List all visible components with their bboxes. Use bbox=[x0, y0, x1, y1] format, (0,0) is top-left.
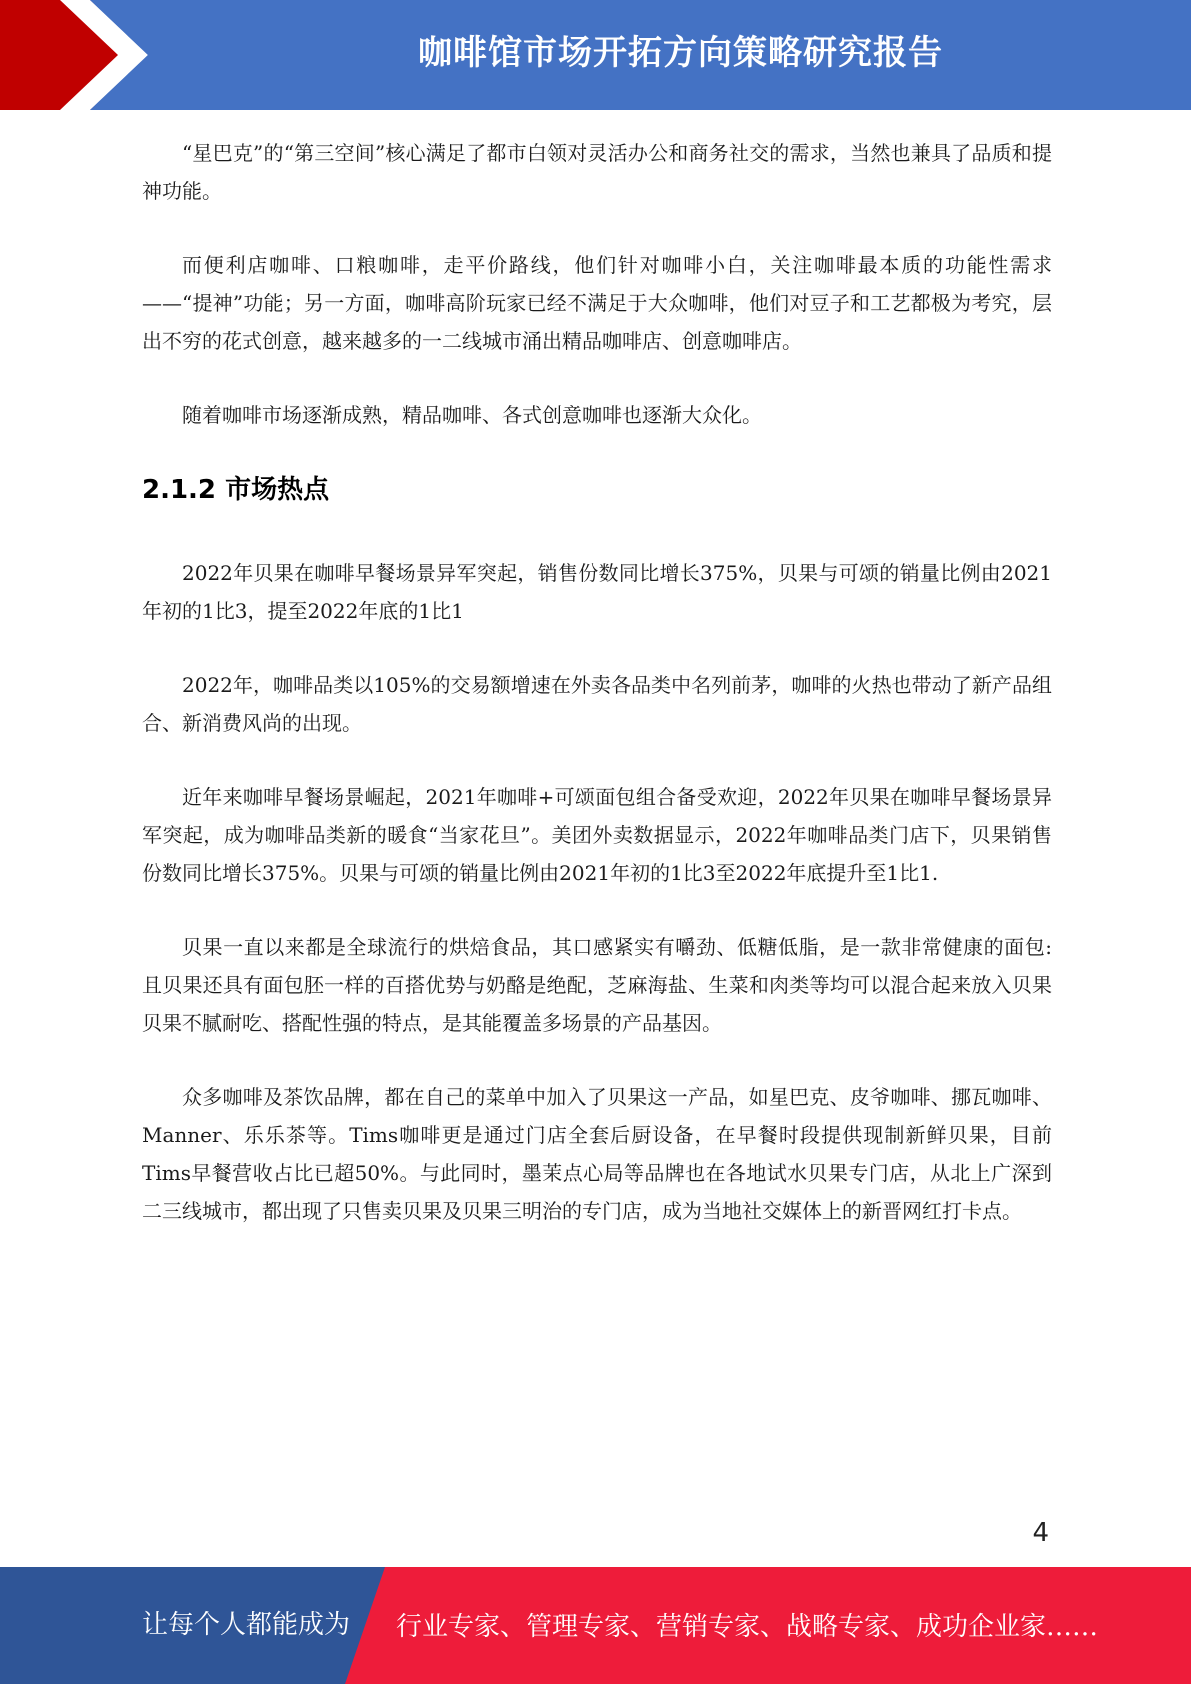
paragraph: 2022年，咖啡品类以105%的交易额增速在外卖各品类中名列前茅，咖啡的火热也带动了新产品组合、新消费风尚的出现。 bbox=[142, 673, 1052, 735]
page-header bbox=[0, 0, 1191, 110]
header-arrow-decoration bbox=[0, 0, 160, 110]
paragraph: 而便利店咖啡、口粮咖啡，走平价路线，他们针对咖啡小白，关注咖啡最本质的功能性需求——“提神”功能；另一方面，咖啡高阶玩家已经不满足于大众咖啡，他们对豆子和工艺都极为考究，层出不穷的花式创意，越来越多的一二线城市涌出精品咖啡店、创意咖啡店。 bbox=[142, 253, 1052, 353]
paragraph: 贝果一直以来都是全球流行的烘焙食品，其口感紧实有嚼劲、低糖低脂，是一款非常健康的面包: 且贝果还具有面包胚一样的百搭优势与奶酪是绝配，芝麻海盐、生菜和肉类等均可以混合起来放入贝果贝果不腻耐吃、搭配性强的特点，是其能覆盖多场景的产品基因。 bbox=[142, 935, 1052, 1035]
paragraph: 随着咖啡市场逐渐成熟，精品咖啡、各式创意咖啡也逐渐大众化。 bbox=[182, 403, 762, 427]
footer-slogan-left: 让每个人都能成为 bbox=[142, 1610, 351, 1640]
report-title: 咖啡馆市场开拓方向策略研究报告 bbox=[418, 33, 943, 73]
document-body bbox=[142, 134, 1052, 1230]
page-number: 4 bbox=[1032, 1518, 1049, 1548]
paragraph: 众多咖啡及茶饮品牌，都在自己的菜单中加入了贝果这一产品，如星巴克、皮爷咖啡、挪瓦咖啡、Manner、乐乐茶等。Tims咖啡更是通过门店全套后厨设备，在早餐时段提供现制新鲜贝果，目前Tims早餐营收占比已超50%。与此同时，墨茉点心局等品牌也在各地试水贝果专门店，从北上广深到二三线城市，都出现了只售卖贝果及贝果三明治的专门店，成为当地社交媒体上的新晋网红打卡点。 bbox=[142, 1085, 1052, 1223]
paragraph: 2022年贝果在咖啡早餐场景异军突起，销售份数同比增长375%，贝果与可颂的销量比例由2021年初的1比3，提至2022年底的1比1 bbox=[142, 561, 1052, 623]
page-footer bbox=[0, 1567, 1191, 1684]
section-heading: 2.1.2 市场热点 bbox=[142, 475, 330, 505]
paragraph: 近年来咖啡早餐场景崛起，2021年咖啡+可颂面包组合备受欢迎，2022年贝果在咖啡早餐场景异军突起，成为咖啡品类新的暖食“当家花旦”。美团外卖数据显示，2022年咖啡品类门店下，贝果销售份数同比增长375%。贝果与可颂的销量比例由2021年初的1比3至2022年底提升至1比1. bbox=[142, 785, 1052, 885]
footer-slogan-right: 行业专家、管理专家、营销专家、战略专家、成功企业家…… bbox=[396, 1612, 1099, 1642]
paragraph: “星巴克”的“第三空间”核心满足了都市白领对灵活办公和商务社交的需求，当然也兼具了品质和提神功能。 bbox=[142, 141, 1052, 203]
